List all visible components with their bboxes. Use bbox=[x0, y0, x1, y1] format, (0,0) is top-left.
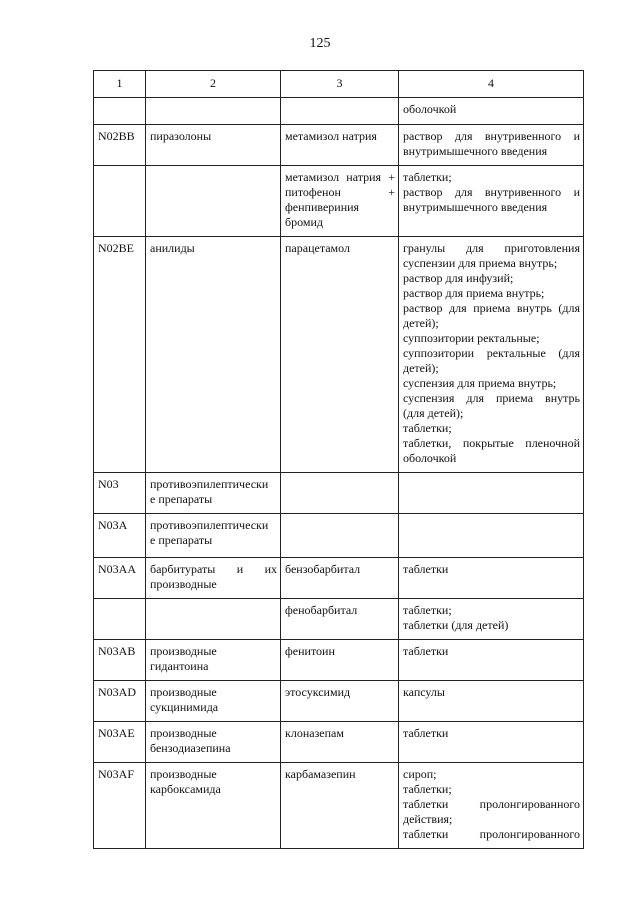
dosage-form-line: (для детей); bbox=[403, 406, 464, 420]
atc-code-cell: N03AF bbox=[94, 763, 146, 849]
table-row bbox=[94, 640, 584, 681]
atc-code-cell: N03AA bbox=[94, 558, 146, 599]
table-row bbox=[94, 599, 584, 640]
table-row bbox=[94, 722, 584, 763]
dosage-form-line: детей); bbox=[403, 361, 439, 375]
dosage-form-cell bbox=[399, 98, 584, 125]
drug-name-line: бромид bbox=[285, 215, 323, 229]
table-row bbox=[94, 125, 584, 166]
dosage-form-cell bbox=[399, 599, 584, 640]
atc-code-cell bbox=[94, 98, 146, 125]
drug-name-line: питофенон + bbox=[285, 185, 395, 199]
table-row bbox=[94, 237, 584, 473]
group-name-line: противоэпилептически bbox=[150, 518, 269, 532]
group-name-line: е препараты bbox=[150, 492, 213, 506]
dosage-form-cell bbox=[399, 640, 584, 681]
group-name-line: производные bbox=[150, 767, 217, 781]
table-row bbox=[94, 473, 584, 514]
table-row bbox=[94, 558, 584, 599]
dosage-form-line: внутримышечного введения bbox=[403, 144, 548, 158]
column-header: 4 bbox=[399, 71, 584, 98]
dosage-form-line: раствор для приема внутрь; bbox=[403, 286, 545, 300]
group-name-line: гидантоина bbox=[150, 659, 209, 673]
group-name-cell bbox=[146, 722, 281, 763]
dosage-form-line: таблетки; bbox=[403, 170, 452, 184]
group-name-cell bbox=[146, 473, 281, 514]
atc-code-cell: N02BE bbox=[94, 237, 146, 473]
drug-name-cell: бензобарбитал bbox=[281, 558, 399, 599]
dosage-form-line: суспензии для приема внутрь; bbox=[403, 256, 558, 270]
drug-name-line: метамизол натрия + bbox=[285, 170, 395, 184]
atc-code-cell bbox=[94, 599, 146, 640]
atc-code-cell: N03AB bbox=[94, 640, 146, 681]
dosage-form-line: действия; bbox=[403, 812, 453, 826]
drug-name-cell: парацетамол bbox=[281, 237, 399, 473]
table-row bbox=[94, 514, 584, 558]
group-name-cell: пиразолоны bbox=[146, 125, 281, 166]
group-name-cell bbox=[146, 98, 281, 125]
table-row bbox=[94, 166, 584, 237]
dosage-form-line: суспензия для приема внутрь; bbox=[403, 376, 557, 390]
dosage-form-line: суппозитории ректальные; bbox=[403, 331, 540, 345]
drug-name-cell bbox=[281, 98, 399, 125]
dosage-form-line: раствор для инфузий; bbox=[403, 271, 514, 285]
dosage-form-line: детей); bbox=[403, 316, 439, 330]
atc-code-cell: N03AD bbox=[94, 681, 146, 722]
atc-code-cell: N03 bbox=[94, 473, 146, 514]
dosage-form-line: внутримышечного введения bbox=[403, 200, 548, 214]
column-header: 1 bbox=[94, 71, 146, 98]
dosage-form-line: таблетки пролонгированного bbox=[403, 797, 580, 811]
atc-code-cell: N03A bbox=[94, 514, 146, 558]
drug-name-cell: клоназепам bbox=[281, 722, 399, 763]
group-name-line: бензодиазепина bbox=[150, 741, 231, 755]
group-name-line: барбитураты и их bbox=[150, 562, 277, 576]
drug-name-cell bbox=[281, 166, 399, 237]
group-name-cell bbox=[146, 763, 281, 849]
dosage-form-cell bbox=[399, 514, 584, 558]
dosage-form-line: раствор для внутривенного и bbox=[403, 185, 580, 199]
group-name-line: производные bbox=[150, 577, 217, 591]
drug-name-cell: фенобарбитал bbox=[281, 599, 399, 640]
table-row bbox=[94, 681, 584, 722]
dosage-form-line: раствор для приема внутрь (для bbox=[403, 301, 580, 315]
dosage-form-line: гранулы для приготовления bbox=[403, 241, 580, 255]
atc-code-cell bbox=[94, 166, 146, 237]
group-name-cell bbox=[146, 640, 281, 681]
dosage-form-line: таблетки bbox=[403, 644, 449, 658]
drug-name-cell bbox=[281, 473, 399, 514]
dosage-form-cell bbox=[399, 237, 584, 473]
dosage-form-cell bbox=[399, 763, 584, 849]
drug-name-cell: фенитоин bbox=[281, 640, 399, 681]
column-header: 3 bbox=[281, 71, 399, 98]
dosage-form-line: таблетки bbox=[403, 562, 449, 576]
drug-name-cell: этосуксимид bbox=[281, 681, 399, 722]
dosage-form-cell bbox=[399, 473, 584, 514]
group-name-cell bbox=[146, 514, 281, 558]
dosage-form-line: оболочкой bbox=[403, 451, 457, 465]
table-header-row bbox=[94, 71, 584, 98]
group-name-cell: анилиды bbox=[146, 237, 281, 473]
dosage-form-line: раствор для внутривенного и bbox=[403, 129, 580, 143]
dosage-form-line: оболочкой bbox=[403, 102, 457, 116]
dosage-form-line: суппозитории ректальные (для bbox=[403, 346, 580, 360]
group-name-line: производные bbox=[150, 644, 217, 658]
dosage-form-line: капсулы bbox=[403, 685, 445, 699]
dosage-form-cell bbox=[399, 166, 584, 237]
dosage-form-line: таблетки пролонгированного bbox=[403, 827, 580, 841]
dosage-form-line: таблетки (для детей) bbox=[403, 618, 509, 632]
dosage-form-cell bbox=[399, 722, 584, 763]
dosage-form-line: сироп; bbox=[403, 767, 437, 781]
drug-name-cell bbox=[281, 514, 399, 558]
table-row bbox=[94, 763, 584, 849]
dosage-form-line: таблетки; bbox=[403, 782, 452, 796]
group-name-line: е препараты bbox=[150, 533, 213, 547]
atc-code-cell: N03AE bbox=[94, 722, 146, 763]
dosage-form-line: таблетки, покрытые пленочной bbox=[403, 436, 580, 450]
group-name-line: карбоксамида bbox=[150, 782, 221, 796]
column-header: 2 bbox=[146, 71, 281, 98]
group-name-cell bbox=[146, 681, 281, 722]
dosage-form-line: суспензия для приема внутрь bbox=[403, 391, 580, 405]
atc-code-cell: N02BB bbox=[94, 125, 146, 166]
group-name-line: производные bbox=[150, 685, 217, 699]
page-number: 125 bbox=[309, 36, 331, 51]
drug-name-cell: карбамазепин bbox=[281, 763, 399, 849]
group-name-cell bbox=[146, 166, 281, 237]
dosage-form-line: таблетки; bbox=[403, 421, 452, 435]
dosage-form-cell bbox=[399, 558, 584, 599]
dosage-form-line: таблетки bbox=[403, 726, 449, 740]
group-name-cell bbox=[146, 599, 281, 640]
dosage-form-line: таблетки; bbox=[403, 603, 452, 617]
group-name-line: производные bbox=[150, 726, 217, 740]
drug-table bbox=[93, 70, 584, 849]
group-name-cell bbox=[146, 558, 281, 599]
dosage-form-cell bbox=[399, 681, 584, 722]
dosage-form-cell bbox=[399, 125, 584, 166]
drug-name-line: фенпивериния bbox=[285, 200, 360, 214]
drug-name-cell: метамизол натрия bbox=[281, 125, 399, 166]
group-name-line: сукцинимида bbox=[150, 700, 219, 714]
group-name-line: противоэпилептически bbox=[150, 477, 269, 491]
table-row bbox=[94, 98, 584, 125]
